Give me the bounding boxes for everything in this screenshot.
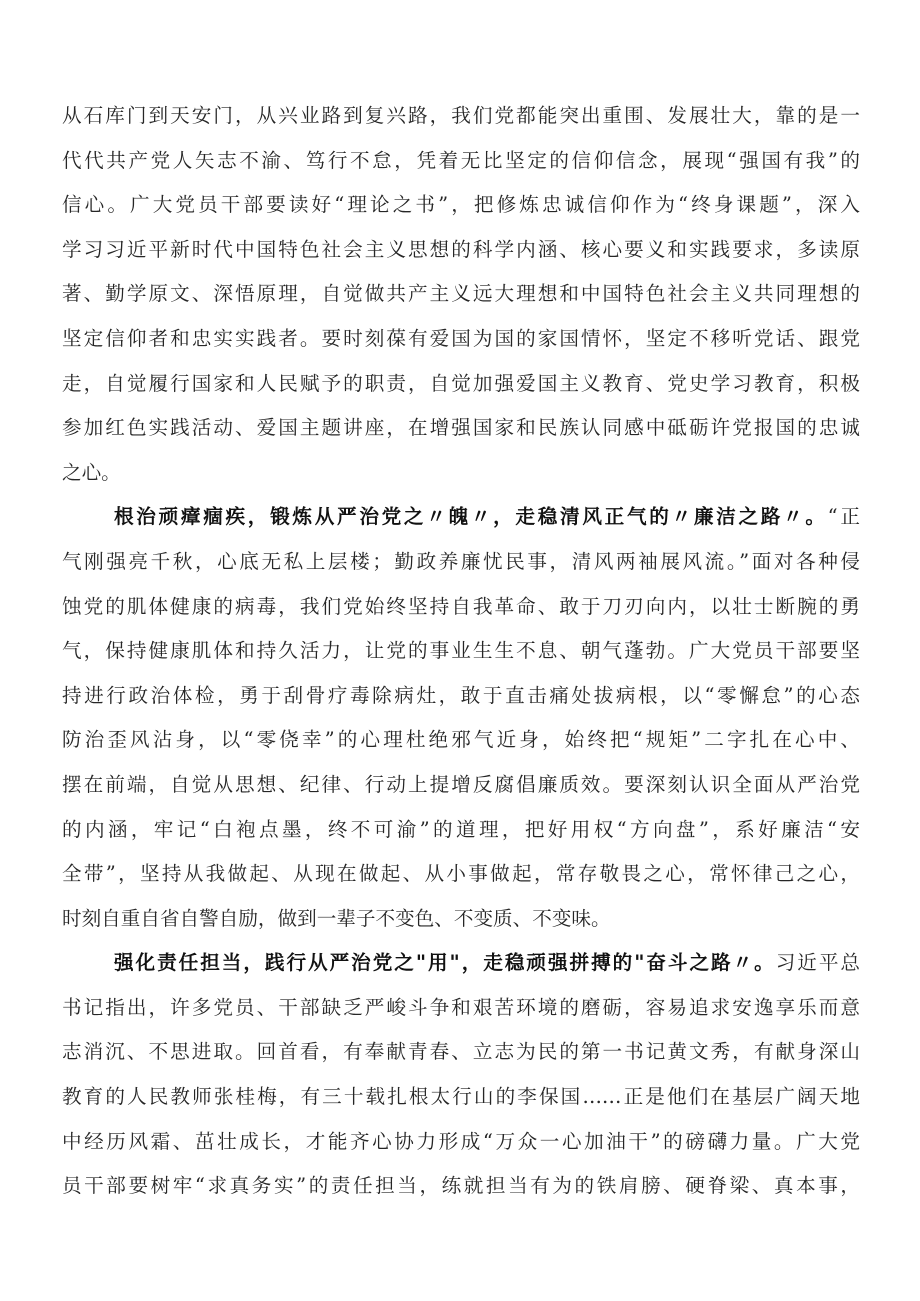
text-line: 教育的人民教师张桂梅，有三十载扎根太行山的李保国……正是他们在基层广阔天地 [62, 1085, 860, 1109]
text-line: 参加红色实践活动、爱国主题讲座，在增强国家和民族认同感中砥砺许党报国的忠诚 [62, 416, 860, 440]
text-line: 著、勤学原文、深悟原理，自觉做共产主义远大理想和中国特色社会主义共同理想的 [62, 282, 860, 306]
text-line: 从石库门到天安门，从兴业路到复兴路，我们党都能突出重围、发展壮大，靠的是一 [62, 104, 860, 127]
text-line: 学习习近平新时代中国特色社会主义思想的科学内涵、核心要义和实践要求，多读原 [62, 237, 860, 261]
text-line: 代代共产党人矢志不渝、笃行不怠，凭着无比坚定的信仰信念，展现“强国有我”的 [62, 148, 860, 172]
text-line: 持进行政治体检，勇于刮骨疗毒除病灶，敢于直击痛处拔病根，以“零懈怠”的心态 [62, 683, 860, 707]
paragraph-3 [62, 941, 860, 1209]
paragraph-2 [62, 495, 860, 941]
text-line: 坚定信仰者和忠实实践者。要时刻葆有爱国为国的家国情怀，坚定不移听党话、跟党 [62, 326, 860, 350]
text-line: 防治歪风沾身，以“零侥幸”的心理杜绝邪气近身，始终把“规矩”二字扎在心中、 [62, 728, 860, 752]
text-line: 的内涵，牢记“白袍点墨，终不可渝”的道理，把好用权“方向盘”，系好廉洁“安 [62, 817, 860, 841]
text-line: 摆在前端，自觉从思想、纪律、行动上提增反腐倡廉质效。要深刻认识全面从严治党 [62, 772, 860, 796]
paragraph-1 [62, 94, 860, 495]
text-line: 全带”，坚持从我做起、从现在做起、从小事做起，常存敬畏之心，常怀律己之心， [62, 862, 860, 886]
text-line: 员干部要树牢“求真务实”的责任担当，练就担当有为的铁肩膀、硬脊梁、真本事， [62, 1174, 860, 1198]
text-line: 中经历风霜、茁壮成长，才能齐心协力形成“万众一心加油干”的磅礴力量。广大党 [62, 1129, 860, 1153]
text-line: 之心。 [62, 460, 121, 484]
paragraph-heading: 强化责任担当，践行从严治党之"用"，走稳顽强拼搏的"奋斗之路〃。 [114, 951, 776, 975]
paragraph-heading: 根治顽瘴痼疾，锻炼从严治党之〃魄〃，走稳清风正气的〃廉洁之路〃。 [114, 505, 828, 529]
paragraph-first-line [62, 941, 860, 986]
text-line: 气，保持健康肌体和持久活力，让党的事业生生不息、朝气蓬勃。广大党员干部要坚 [62, 639, 860, 663]
text-line: 书记指出，许多党员、干部缺乏严峻斗争和艰苦环境的磨砺，容易追求安逸享乐而意 [62, 995, 860, 1019]
text-run: “正 [827, 505, 860, 529]
text-line: 蚀党的肌体健康的病毒，我们党始终坚持自我革命、敢于刀刃向内，以壮士断腕的勇 [62, 594, 860, 618]
text-run: 习近平总 [775, 951, 860, 975]
document-page [62, 94, 860, 1209]
text-line: 时刻自重自省自警自励，做到一辈子不变色、不变质、不变味。 [62, 906, 611, 930]
text-line: 气刚强亮千秋，心底无私上层楼；勤政养廉忧民事，清风两袖展风流。”面对各种侵 [62, 549, 860, 573]
text-line: 信心。广大党员干部要读好“理论之书”，把修炼忠诚信仰作为“终身课题”，深入 [62, 193, 860, 217]
text-line: 走，自觉履行国家和人民赋予的职责，自觉加强爱国主义教育、党史学习教育，积极 [62, 371, 860, 395]
paragraph-first-line [62, 495, 860, 540]
text-line: 志消沉、不思进取。回首看，有奉献青春、立志为民的第一书记黄文秀，有献身深山 [62, 1040, 860, 1064]
